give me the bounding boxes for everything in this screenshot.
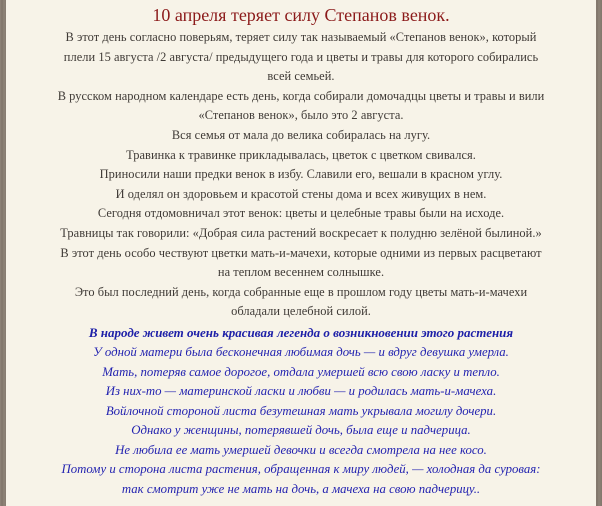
text-line: Вся семья от мала до велика собиралась на лугу. (171, 127, 431, 142)
text-line: В русском народном календаре есть день, когда собирали домочадцы цветы и травы и вили (57, 88, 545, 103)
legend-line: Войлочной стороной листа безутешная мать укрывала могилу дочери. (105, 403, 497, 418)
text-line: на теплом весеннем солнышке. (217, 265, 385, 280)
text-line: обладали целебной силой. (231, 304, 371, 319)
text-line: И оделял он здоровьем и красотой стены дома и всех живущих в нем. (115, 186, 487, 201)
legend-line: Однако у женщины, потерявшей дочь, была еще и падчерица. (131, 423, 471, 438)
legend-heading: В народе живет очень красивая легенда о возникновении этого растения (88, 324, 514, 340)
legend-line: У одной матери была бесконечная любимая дочь — и вдруг девушка умерла. (93, 344, 509, 359)
text-line: «Степанов венок», было это 2 августа. (198, 108, 404, 123)
text-line: Это был последний день, когда собранные еще в прошлом году цветы мать-и-мачехи (74, 284, 528, 299)
text-line: всей семьей. (267, 69, 335, 84)
text-line: Травинка к травинке прикладывалась, цветок с цветком свивался. (126, 147, 476, 162)
legend-line: Потому и сторона листа растения, обращенная к миру людей, — холодная да суровая: (61, 462, 541, 477)
legend-line: Не любила ее мать умершей девочки и всегда смотрела на нее косо. (115, 442, 487, 457)
legend-line: Мать, потеряв самое дорогое, отдала умершей всю свою ласку и тепло. (102, 364, 500, 379)
text-line: В этот день особо чествуют цветки мать-и-мачехи, которые одними из первых расцветают (60, 245, 542, 260)
article-body (6, 28, 596, 322)
legend-line: так смотрит уже не мать на дочь, а мачеха на свою падчерицу.. (121, 482, 481, 497)
text-line: Приносили наши предки венок в избу. Славили его, вешали в красном углу. (99, 167, 503, 182)
text-line: Травницы так говорили: «Добрая сила растений воскресает к полудню зелёной былиной.» (60, 225, 542, 240)
legend-body (6, 343, 596, 500)
text-line: Сегодня отдомовничал этот венок: цветы и целебные травы были на исходе. (97, 206, 505, 221)
text-line: В этот день согласно поверьям, теряет силу так называемый «Степанов венок», который (65, 30, 537, 44)
article (6, 0, 596, 506)
article-title: 10 апреля теряет силу Степанов венок. (152, 5, 450, 25)
text-line: плели 15 августа /2 августа/ предыдущего года и цветы и травы для которого собирались (63, 49, 539, 64)
legend-line: Из них-то — материнской ласки и любви — и родилась мать-и-мачеха. (105, 384, 497, 399)
